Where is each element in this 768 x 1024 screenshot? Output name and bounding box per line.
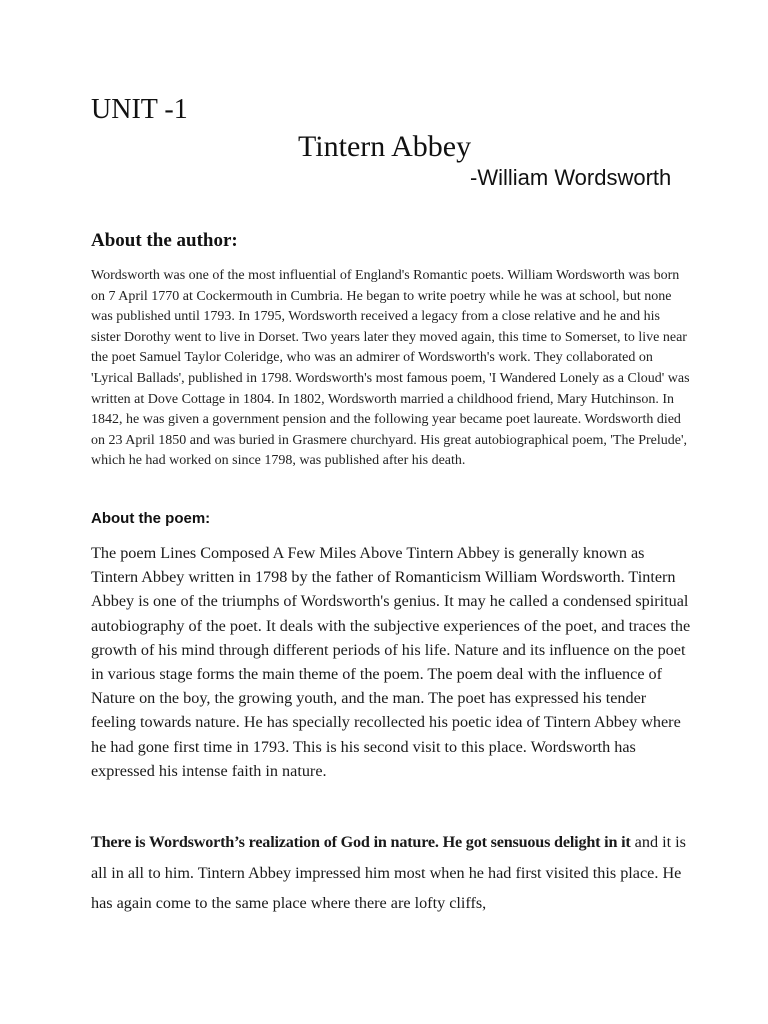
about-poem-paragraph: The poem Lines Composed A Few Miles Above Tintern Abbey is generally known as Tintern Abbey written in 1798 by the father of Romanticism William Wordsworth. Tintern Abbey is one of the triumphs of Wordsworth's genius. It may he called a condensed spiritual autobiography of the poet. It deals with the subjective experiences of the poet, and traces the growth of his mind through different periods of his life. Nature and its influence on the poet in various stage forms the main theme of the poem. The poem deal with the influence of Nature on the boy, the growing youth, and the man. The poet has expressed his tender feeling towards nature. He has specially recollected his poetic idea of Tintern Abbey where he had gone first time in 1793. This is his second visit to this place. Wordsworth has expressed his intense faith in nature.	[91, 544, 691, 780]
poem-author: -William Wordsworth	[470, 165, 672, 190]
realization-lead: There is Wordsworth’s realization of God in nature. He got sensuous delight in it	[91, 833, 631, 851]
about-author-heading: About the author:	[91, 230, 238, 251]
poem-title: Tintern Abbey	[298, 130, 472, 163]
unit-label: UNIT -1	[91, 94, 188, 125]
realization-body: and it is all in all to him. Tintern Abbey impressed him most when he had first visited this place. He has again come to the same place where there are lofty cliffs,	[91, 833, 686, 912]
about-author-paragraph: Wordsworth was one of the most influential of England's Romantic poets. William Wordsworth was born on 7 April 1770 at Cockermouth in Cumbria. He began to write poetry while he was at school, but none was published until 1793. In 1795, Wordsworth received a legacy from a close relative and he and his sister Dorothy went to live in Dorset. Two years later they moved again, this time to Somerset, to live near the poet Samuel Taylor Coleridge, who was an admirer of Wordsworth's work. They collaborated on 'Lyrical Ballads', published in 1798. Wordsworth's most famous poem, 'I Wandered Lonely as a Cloud' was written at Dove Cottage in 1804. In 1802, Wordsworth married a childhood friend, Mary Hutchinson. In 1842, he was given a government pension and the following year became poet laureate. Wordsworth died on 23 April 1850 and was buried in Grasmere churchyard. His great autobiographical poem, 'The Prelude', which he had worked on since 1798, was published after his death.	[91, 268, 690, 469]
about-poem-heading: About the poem:	[91, 510, 211, 527]
realization-paragraph	[91, 827, 691, 919]
